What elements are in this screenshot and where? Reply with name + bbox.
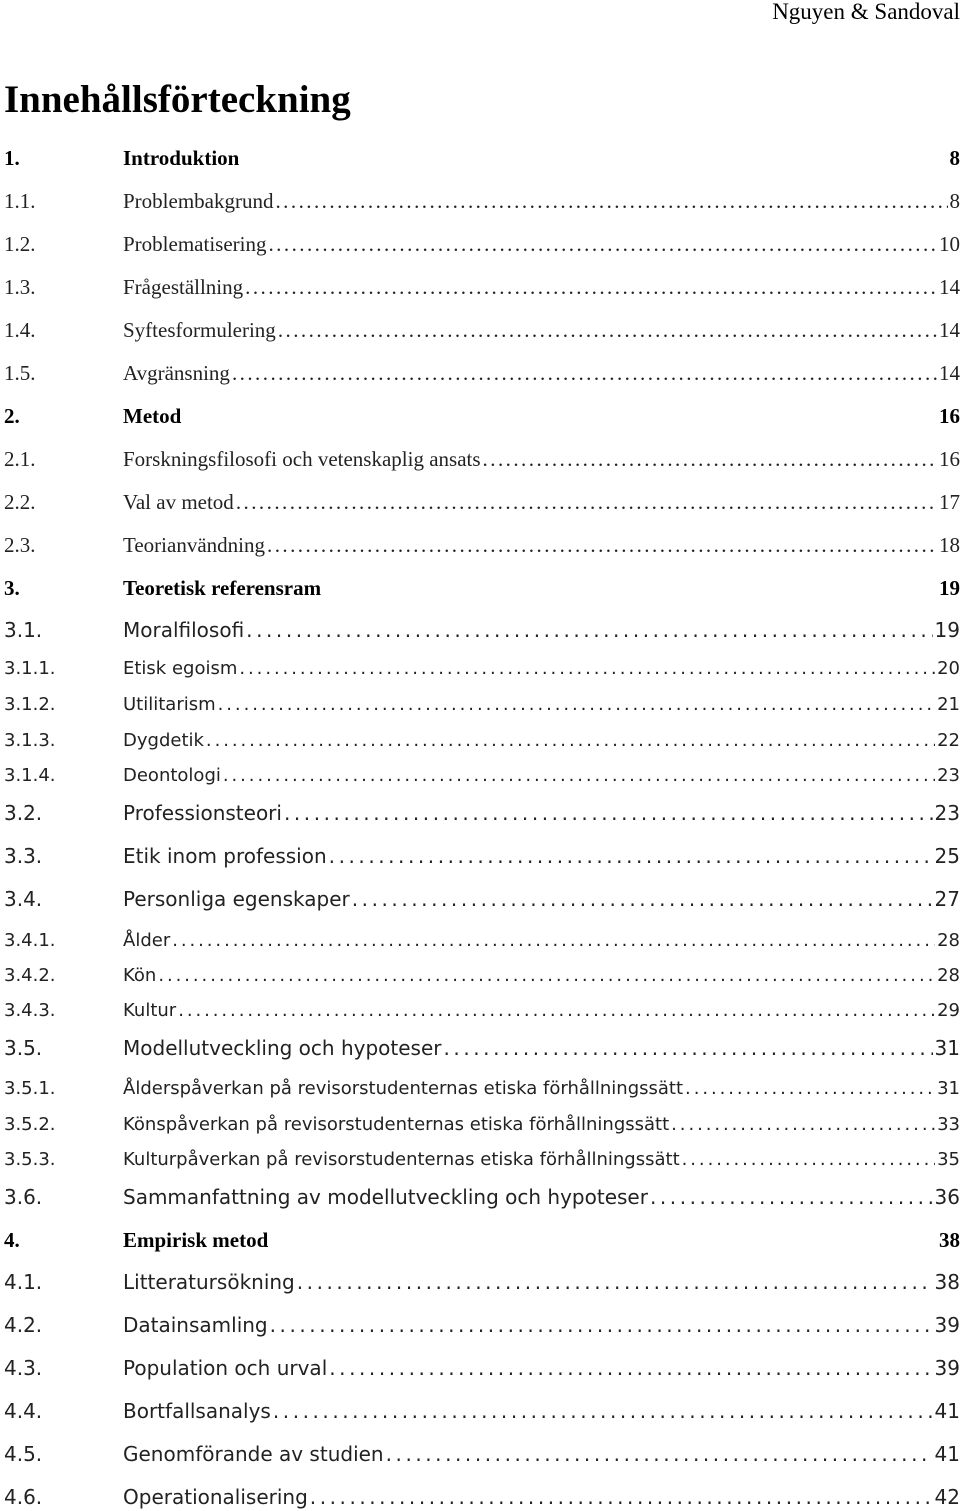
toc-entry-title[interactable]: Kön [123, 965, 157, 986]
toc-entry-page: 31 [937, 1078, 960, 1099]
toc-title: Innehållsförteckning [4, 78, 351, 121]
toc-entry-number: 3.4.2. [4, 965, 56, 986]
toc-entry-number: 3. [4, 576, 20, 600]
toc-entry-title[interactable]: Könspåverkan på revisorstudenternas etiska förhållningssätt [123, 1114, 670, 1135]
toc-entry-page: 16 [939, 404, 960, 428]
toc-entry-title[interactable]: Problembakgrund [123, 189, 274, 213]
page-header-author: Nguyen & Sandoval [772, 0, 960, 24]
toc-dot-leader [218, 694, 935, 715]
toc-dot-leader [278, 318, 937, 343]
toc-entry-number: 3.5. [4, 1036, 43, 1060]
toc-entry-page: 22 [937, 730, 960, 751]
toc-entry-page: 23 [937, 765, 960, 786]
toc-entry-number: 4.5. [4, 1442, 43, 1466]
toc-entry-title[interactable]: Teoretisk referensram [123, 576, 322, 600]
toc-entry-number: 3.1.2. [4, 694, 56, 715]
toc-entry-number: 3.3. [4, 844, 43, 868]
toc-entry-title[interactable]: Utilitarism [123, 694, 216, 715]
toc-entry-page: 31 [934, 1036, 960, 1060]
toc-entry-title[interactable]: Syftesformulering [123, 318, 276, 342]
toc-entry-number: 3.4.1. [4, 930, 56, 951]
toc-entry-page: 14 [939, 275, 960, 299]
toc-entry-number: 4.4. [4, 1399, 43, 1423]
toc-dot-leader [270, 1313, 933, 1337]
toc-entry-title[interactable]: Datainsamling [123, 1313, 268, 1337]
toc-entry-page: 8 [949, 146, 960, 170]
toc-entry-page: 28 [937, 930, 960, 951]
toc-dot-leader [273, 1399, 933, 1423]
toc-entry-title[interactable]: Avgränsning [123, 361, 230, 385]
toc-entry-page: 39 [934, 1313, 960, 1337]
toc-dot-leader [682, 1149, 935, 1170]
toc-entry-title[interactable]: Professionsteori [123, 801, 282, 825]
toc-entry-page: 16 [939, 447, 960, 471]
toc-entry-page: 36 [934, 1185, 960, 1209]
toc-entry-number: 4.6. [4, 1485, 43, 1509]
toc-entry-number: 3.4. [4, 887, 43, 911]
toc-dot-leader [329, 844, 933, 868]
toc-entry-page: 19 [939, 576, 960, 600]
toc-dot-leader [267, 533, 937, 558]
toc-entry-page: 29 [937, 1000, 960, 1021]
toc-entry-number: 1.1. [4, 189, 36, 213]
toc-dot-leader [352, 887, 933, 911]
toc-entry-title[interactable]: Ålderspåverkan på revisorstudenternas etiska förhållningssätt [123, 1078, 684, 1099]
toc-entry-number: 3.2. [4, 801, 43, 825]
toc-entry-title[interactable]: Operationalisering [123, 1485, 308, 1509]
toc-entry-page: 19 [934, 618, 960, 642]
toc-entry-number: 3.1. [4, 618, 43, 642]
toc-dot-leader [284, 801, 933, 825]
toc-entry-title[interactable]: Personliga egenskaper [123, 887, 350, 911]
toc-dot-leader [158, 965, 935, 986]
toc-entry-number: 3.5.3. [4, 1149, 56, 1170]
toc-entry-title[interactable]: Introduktion [123, 146, 240, 170]
toc-entry-page: 41 [934, 1442, 960, 1466]
toc-entry-number: 3.6. [4, 1185, 43, 1209]
toc-entry-title[interactable]: Metod [123, 404, 182, 428]
toc-dot-leader [245, 275, 937, 300]
toc-dot-leader [178, 1000, 935, 1021]
toc-entry-page: 25 [934, 844, 960, 868]
toc-entry-title[interactable]: Sammanfattning av modellutveckling och hypoteser [123, 1185, 648, 1209]
toc-entry-page: 28 [937, 965, 960, 986]
toc-entry-page: 35 [937, 1149, 960, 1170]
toc-entry-page: 42 [934, 1485, 960, 1509]
toc-dot-leader [268, 232, 937, 257]
toc-entry-number: 2. [4, 404, 20, 428]
toc-entry-number: 4.1. [4, 1270, 43, 1294]
toc-entry-title[interactable]: Empirisk metod [123, 1228, 269, 1252]
toc-entry-title[interactable]: Modellutveckling och hypoteser [123, 1036, 442, 1060]
toc-entry-page: 38 [934, 1270, 960, 1294]
toc-dot-leader [386, 1442, 933, 1466]
toc-entry-number: 4. [4, 1228, 20, 1252]
toc-dot-leader [223, 765, 935, 786]
toc-entry-title[interactable]: Bortfallsanalys [123, 1399, 271, 1423]
toc-dot-leader [650, 1185, 933, 1209]
toc-entry-page: 23 [934, 801, 960, 825]
toc-entry-number: 2.3. [4, 533, 36, 557]
toc-dot-leader [236, 490, 937, 515]
toc-dot-leader [329, 1356, 932, 1380]
toc-dot-leader [275, 189, 947, 214]
toc-entry-title[interactable]: Etik inom profession [123, 844, 327, 868]
toc-dot-leader [671, 1114, 935, 1135]
toc-entry-number: 4.3. [4, 1356, 43, 1380]
toc-dot-leader [297, 1270, 933, 1294]
toc-dot-leader [444, 1036, 933, 1060]
toc-entry-title[interactable]: Forskningsfilosofi och vetenskaplig ansats [123, 447, 481, 471]
toc-entry-title[interactable]: Ålder [123, 930, 171, 951]
toc-entry-number: 2.2. [4, 490, 36, 514]
toc-entry-page: 18 [939, 533, 960, 557]
toc-entry-page: 41 [934, 1399, 960, 1423]
toc-entry-title[interactable]: Val av metod [123, 490, 234, 514]
toc-dot-leader [246, 618, 932, 642]
toc-entry-page: 10 [939, 232, 960, 256]
toc-entry-page: 33 [937, 1114, 960, 1135]
toc-dot-leader [310, 1485, 933, 1509]
toc-entry-page: 38 [939, 1228, 960, 1252]
toc-entry-title[interactable]: Problematisering [123, 232, 267, 256]
toc-entry-title[interactable]: Deontologi [123, 765, 221, 786]
toc-entry-title[interactable]: Population och urval [123, 1356, 328, 1380]
toc-entry-title[interactable]: Litteratursökning [123, 1270, 295, 1294]
toc-dot-leader [172, 930, 935, 951]
toc-entry-title[interactable]: Dygdetik [123, 730, 204, 751]
toc-entry-number: 4.2. [4, 1313, 43, 1337]
toc-dot-leader [232, 361, 937, 386]
toc-entry-page: 21 [937, 694, 960, 715]
toc-entry-title[interactable]: Moralfilosofi [123, 618, 245, 642]
toc-entry-page: 27 [934, 887, 960, 911]
toc-entry-title[interactable]: Kultur [123, 1000, 177, 1021]
toc-entry-title[interactable]: Kulturpåverkan på revisorstudenternas etiska förhållningssätt [123, 1149, 680, 1170]
toc-dot-leader [239, 658, 935, 679]
toc-entry-number: 3.1.1. [4, 658, 56, 679]
toc-entry-number: 1.4. [4, 318, 36, 342]
toc-entry-page: 39 [934, 1356, 960, 1380]
toc-entry-number: 3.5.1. [4, 1078, 56, 1099]
toc-entry-page: 14 [939, 318, 960, 342]
toc-entry-page: 17 [939, 490, 960, 514]
toc-entry-page: 20 [937, 658, 960, 679]
toc-entry-number: 3.4.3. [4, 1000, 56, 1021]
toc-entry-number: 2.1. [4, 447, 36, 471]
toc-entry-title[interactable]: Teorianvändning [123, 533, 265, 557]
toc-dot-leader [685, 1078, 935, 1099]
toc-entry-title[interactable]: Etisk egoism [123, 658, 238, 679]
toc-entry-page: 14 [939, 361, 960, 385]
toc-entry-number: 1.5. [4, 361, 36, 385]
toc-entry-number: 1. [4, 146, 20, 170]
toc-entry-number: 3.1.3. [4, 730, 56, 751]
toc-entry-title[interactable]: Genomförande av studien [123, 1442, 384, 1466]
toc-entry-number: 3.5.2. [4, 1114, 56, 1135]
toc-entry-number: 1.3. [4, 275, 36, 299]
toc-dot-leader [483, 447, 937, 472]
toc-entry-number: 3.1.4. [4, 765, 56, 786]
toc-dot-leader [206, 730, 935, 751]
toc-entry-title[interactable]: Frågeställning [123, 275, 244, 299]
toc-entry-page: 8 [949, 189, 960, 213]
toc-entry-number: 1.2. [4, 232, 36, 256]
